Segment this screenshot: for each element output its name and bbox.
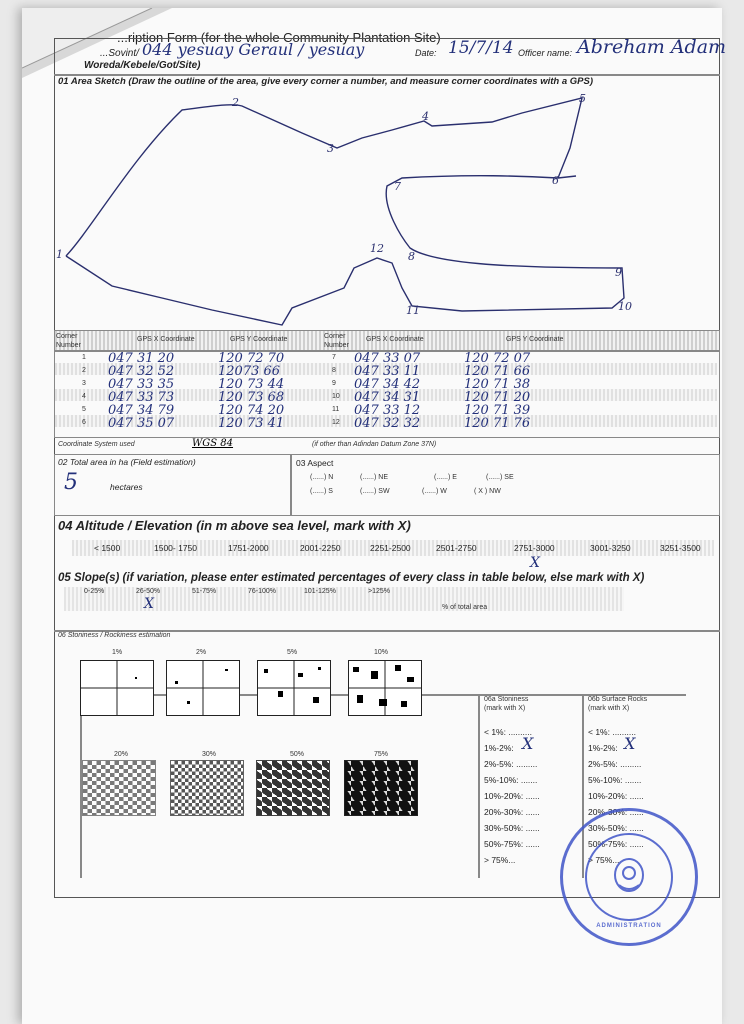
date-label: Date: <box>415 48 437 58</box>
date-value: 15/7/14 <box>448 38 514 58</box>
gps-y: 120 71 76 <box>464 416 531 431</box>
corner-label-3: 3 <box>327 142 334 155</box>
pct-label: 30% <box>202 751 217 758</box>
aspect-w[interactable]: (......) W <box>422 488 447 495</box>
aspect-sw[interactable]: (......) SW <box>360 488 390 495</box>
aspect-se[interactable]: (......) SE <box>486 474 514 481</box>
stone-sample-30pct <box>170 760 244 816</box>
col-corner: Corner Number <box>56 333 81 349</box>
area-unit: hectares <box>110 482 143 492</box>
pct-label: 10% <box>374 649 389 656</box>
gps-y: 120 72 70 <box>218 351 285 366</box>
corner-num: 3 <box>82 380 86 387</box>
pct-label: 75% <box>374 751 389 758</box>
col-gps-y: GPS Y Coordinate <box>230 336 288 343</box>
slope-mark: X <box>144 596 154 612</box>
gps-y: 120 73 41 <box>218 416 285 431</box>
altitude-opt-1[interactable]: < 1500 <box>94 543 121 553</box>
stone-sample-1pct <box>80 660 154 716</box>
gps-x: 047 34 31 <box>354 390 421 405</box>
stoniness-label: 06 Stoniness / Rockiness estimation <box>58 632 171 639</box>
corner-label-2: 2 <box>232 96 239 109</box>
gps-x: 047 33 07 <box>354 351 421 366</box>
corner-num: 5 <box>82 406 86 413</box>
col-a-mark: X <box>522 734 534 753</box>
altitude-opt-9[interactable]: 3251-3500 <box>660 543 701 553</box>
slope-opt-1[interactable]: 0-25% <box>84 588 105 595</box>
list-item[interactable]: 10%-20%: ...... <box>588 791 644 801</box>
gps-x: 047 33 12 <box>354 403 421 418</box>
officer-value: Abreham Adam <box>577 36 727 58</box>
corner-label-10: 10 <box>618 300 632 313</box>
corner-num: 2 <box>82 367 86 374</box>
col-b-title: 06b Surface Rocks <box>588 696 648 703</box>
region-value: 044 yesuay Geraul / yesuay <box>142 40 365 59</box>
form-title: ...ription Form (for the whole Community Plantation Site) <box>117 30 441 45</box>
list-item[interactable]: 1%-2%: <box>588 743 618 753</box>
list-item[interactable]: 30%-50%: ...... <box>588 823 644 833</box>
gps-y: 120 73 68 <box>218 390 285 405</box>
area-label: 02 Total area in ha (Field estimation) <box>58 457 196 467</box>
slope-label: 05 Slope(s) (if variation, please enter estimated percentages of every class in table below, else mark with X) <box>58 572 645 584</box>
corner-num: 10 <box>332 393 340 400</box>
pct-label: 20% <box>114 751 129 758</box>
corner-num: 7 <box>332 354 336 361</box>
corner-label-8: 8 <box>408 250 415 263</box>
gps-x: 047 33 73 <box>108 390 175 405</box>
list-item[interactable]: 5%-10%: ....... <box>588 775 642 785</box>
col-a-title: 06a Stoniness <box>484 696 529 703</box>
stone-sample-75pct <box>344 760 418 816</box>
corner-label-9: 9 <box>615 266 622 279</box>
coord-system-value: WGS 84 <box>192 438 234 449</box>
altitude-opt-2[interactable]: 1500- 1750 <box>154 543 198 553</box>
gps-y: 12073 66 <box>218 364 281 379</box>
altitude-label: 04 Altitude / Elevation (in m above sea level, mark with X) <box>58 518 411 533</box>
corner-label-1: 1 <box>56 248 63 261</box>
col-a-sub: (mark with X) <box>484 705 526 712</box>
corner-num: 1 <box>82 354 86 361</box>
region-label: ...Sovint/ <box>100 48 139 59</box>
list-item[interactable]: > 75%... <box>484 855 516 865</box>
list-item[interactable]: < 1%: .......... <box>484 727 532 737</box>
col-gps-x-2: GPS X Coordinate <box>366 336 424 343</box>
corner-num: 8 <box>332 367 336 374</box>
list-item[interactable]: 10%-20%: ...... <box>484 791 540 801</box>
col-gps-y-2: GPS Y Coordinate <box>506 336 564 343</box>
gps-y: 120 71 66 <box>464 364 531 379</box>
altitude-opt-4[interactable]: 2001-2250 <box>300 543 341 553</box>
gps-y: 120 71 38 <box>464 377 531 392</box>
stone-sample-50pct <box>256 760 330 816</box>
pct-label: 1% <box>112 649 123 656</box>
stone-sample-10pct <box>348 660 422 716</box>
gps-x: 047 33 35 <box>108 377 175 392</box>
corner-num: 6 <box>82 419 86 426</box>
form-page <box>22 8 727 1024</box>
slope-opt-5[interactable]: 101-125% <box>304 588 336 595</box>
altitude-opt-8[interactable]: 3001-3250 <box>590 543 631 553</box>
col-b-sub: (mark with X) <box>588 705 630 712</box>
corner-label-11: 11 <box>406 304 420 317</box>
area-sketch <box>52 88 702 333</box>
pct-label: 2% <box>196 649 207 656</box>
gps-x: 047 32 52 <box>108 364 175 379</box>
officer-label: Officer name: <box>518 48 573 58</box>
col-gps-x: GPS X Coordinate <box>137 336 195 343</box>
coord-system-note: (if other than Adindan Datum Zone 37N) <box>312 441 437 448</box>
stone-sample-5pct <box>257 660 331 716</box>
aspect-n[interactable]: (......) N <box>310 474 334 481</box>
corner-label-12: 12 <box>370 242 384 255</box>
gps-x: 047 31 20 <box>108 351 175 366</box>
slope-opt-4[interactable]: 76-100% <box>248 588 277 595</box>
pct-label: 5% <box>287 649 298 656</box>
gps-x: 047 34 42 <box>354 377 421 392</box>
gps-x: 047 33 11 <box>354 364 421 379</box>
gps-y: 120 72 07 <box>464 351 531 366</box>
gps-x: 047 35 07 <box>108 416 175 431</box>
aspect-nw[interactable]: ( X ) NW <box>474 488 501 495</box>
aspect-label: 03 Aspect <box>296 458 334 468</box>
corner-num: 9 <box>332 380 336 387</box>
slope-opt-2[interactable]: 26-50% <box>136 588 161 595</box>
col-b-mark: X <box>624 734 636 753</box>
official-stamp <box>560 808 698 946</box>
aspect-s[interactable]: (......) S <box>310 488 333 495</box>
altitude-opt-7[interactable]: 2751-3000 <box>514 543 555 553</box>
list-item[interactable]: 20%-30%: ...... <box>588 807 644 817</box>
gps-x: 047 34 79 <box>108 403 175 418</box>
col-corner-2: Corner Number <box>324 333 349 349</box>
altitude-opt-3[interactable]: 1751-2000 <box>228 543 269 553</box>
slope-opt-3[interactable]: 51-75% <box>192 588 217 595</box>
list-item[interactable]: < 1%: .......... <box>588 727 636 737</box>
corner-label-4: 4 <box>422 110 429 123</box>
divider <box>478 694 480 878</box>
woreda-label: Woreda/Kebele/Got/Site) <box>84 60 201 71</box>
corner-label-6: 6 <box>552 174 559 187</box>
gps-y: 120 71 20 <box>464 390 531 405</box>
list-item[interactable]: 30%-50%: ...... <box>484 823 540 833</box>
gps-y: 120 73 44 <box>218 377 285 392</box>
altitude-mark: X <box>530 555 540 571</box>
altitude-opt-6[interactable]: 2501-2750 <box>436 543 477 553</box>
list-item[interactable]: 2%-5%: ......... <box>588 759 642 769</box>
slope-total-label: % of total area <box>442 604 488 611</box>
sketch-heading: 01 Area Sketch (Draw the outline of the area, give every corner a number, and measure corner coordinates with a GPS) <box>58 76 593 87</box>
pct-label: 50% <box>290 751 305 758</box>
gps-y: 120 74 20 <box>218 403 285 418</box>
list-item[interactable]: 5%-10%: ....... <box>484 775 538 785</box>
aspect-e[interactable]: (......) E <box>434 474 457 481</box>
altitude-opt-5[interactable]: 2251-2500 <box>370 543 411 553</box>
stone-sample-2pct <box>166 660 240 716</box>
gps-y: 120 71 39 <box>464 403 531 418</box>
corner-label-5: 5 <box>579 92 586 105</box>
list-item[interactable]: 20%-30%: ...... <box>484 807 540 817</box>
emblem-icon <box>611 855 647 895</box>
list-item[interactable]: > 75%... <box>588 855 620 865</box>
list-item[interactable]: 2%-5%: ......... <box>484 759 538 769</box>
list-item[interactable]: 1%-2%: <box>484 743 514 753</box>
corner-num: 12 <box>332 419 340 426</box>
corner-num: 11 <box>332 406 340 413</box>
divider <box>290 454 292 516</box>
corner-num: 4 <box>82 393 86 400</box>
coord-system-label: Coordinate System used <box>58 441 135 448</box>
list-item[interactable]: 50%-75%: ...... <box>588 839 644 849</box>
aspect-ne[interactable]: (......) NE <box>360 474 388 481</box>
stamp-text: ADMINISTRATION <box>596 923 662 929</box>
corner-label-7: 7 <box>394 180 401 193</box>
gps-x: 047 32 32 <box>354 416 421 431</box>
area-value: 5 <box>64 470 78 495</box>
slope-opt-6[interactable]: >125% <box>368 588 390 595</box>
list-item[interactable]: 50%-75%: ...... <box>484 839 540 849</box>
stone-sample-20pct <box>82 760 156 816</box>
